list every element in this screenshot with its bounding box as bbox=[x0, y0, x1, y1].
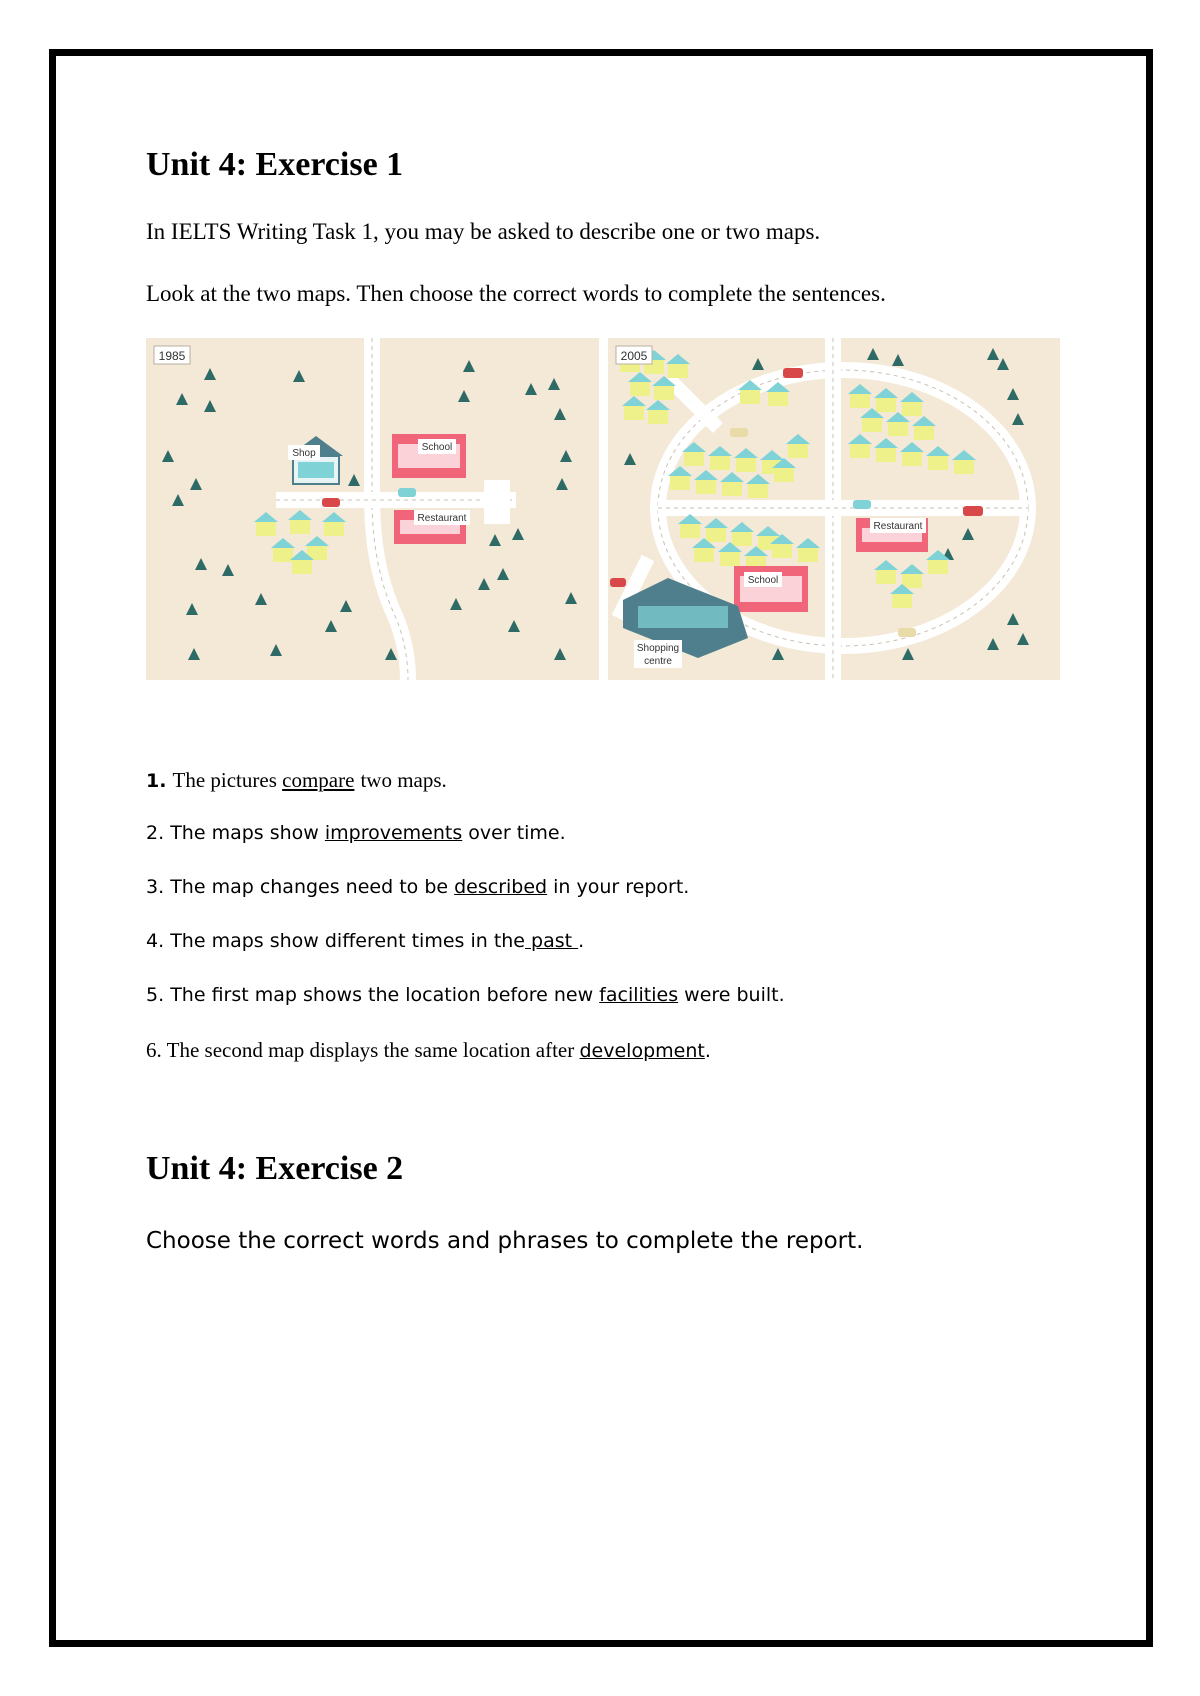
exercise2-instruction: Choose the correct words and phrases to complete the report. bbox=[146, 1228, 864, 1254]
question-1 bbox=[146, 768, 447, 793]
question-4 bbox=[146, 930, 584, 952]
question-text-after: . bbox=[578, 930, 585, 952]
question-text-before: The maps show bbox=[170, 822, 325, 844]
car bbox=[783, 368, 803, 378]
question-answer: development bbox=[579, 1040, 705, 1062]
question-number: 1. bbox=[146, 770, 167, 792]
map2-year: 2005 bbox=[620, 349, 648, 363]
maps-figure bbox=[146, 338, 1060, 680]
exercise1-title: Unit 4: Exercise 1 bbox=[146, 146, 404, 183]
car bbox=[963, 506, 983, 516]
map2-shopping-label-2: centre bbox=[644, 656, 672, 667]
question-5 bbox=[146, 984, 785, 1006]
exercise1-intro-line2: Look at the two maps. Then choose the correct words to complete the sentences. bbox=[146, 281, 886, 306]
question-answer: past bbox=[525, 930, 579, 952]
question-2 bbox=[146, 822, 566, 844]
car bbox=[398, 488, 416, 497]
question-6 bbox=[146, 1038, 711, 1063]
question-number: 5. bbox=[146, 984, 165, 1006]
car bbox=[730, 428, 748, 437]
exercise1-intro-line1: In IELTS Writing Task 1, you may be asked to describe one or two maps. bbox=[146, 219, 821, 244]
question-answer: described bbox=[454, 876, 548, 898]
question-text-after: two maps. bbox=[360, 768, 447, 792]
question-3 bbox=[146, 876, 689, 898]
question-text-before: The map changes need to be bbox=[170, 876, 455, 898]
question-text-after: in your report. bbox=[547, 876, 690, 898]
map2-shopping-label-1: Shopping bbox=[636, 643, 680, 654]
question-answer: facilities bbox=[599, 984, 679, 1006]
map1-year: 1985 bbox=[158, 349, 186, 363]
map1-school-label: School bbox=[421, 442, 453, 453]
question-number: 6. bbox=[146, 1038, 162, 1062]
map1-restaurant-label: Restaurant bbox=[417, 513, 467, 524]
question-number: 4. bbox=[146, 930, 165, 952]
question-answer: improvements bbox=[324, 822, 463, 844]
map1-shop-label: Shop bbox=[292, 448, 316, 459]
car bbox=[610, 578, 626, 587]
car bbox=[322, 498, 340, 507]
question-text-before: The maps show different times in the bbox=[170, 930, 525, 952]
question-text-before: The pictures bbox=[172, 768, 283, 792]
question-number: 3. bbox=[146, 876, 165, 898]
question-text-after: over time. bbox=[462, 822, 566, 844]
map-2005 bbox=[608, 338, 1060, 680]
map2-restaurant-label: Restaurant bbox=[873, 521, 923, 532]
exercise2-title: Unit 4: Exercise 2 bbox=[146, 1150, 404, 1187]
map2-school-label: School bbox=[747, 575, 779, 586]
question-text-before: The second map displays the same location after bbox=[166, 1038, 580, 1062]
question-text-after: were built. bbox=[678, 984, 785, 1006]
map-1985 bbox=[146, 338, 599, 680]
car bbox=[898, 628, 916, 637]
question-text-after: . bbox=[704, 1040, 711, 1062]
question-number: 2. bbox=[146, 822, 165, 844]
question-answer: compare bbox=[282, 768, 355, 792]
car bbox=[853, 500, 871, 509]
question-text-before: The first map shows the location before new bbox=[170, 984, 600, 1006]
